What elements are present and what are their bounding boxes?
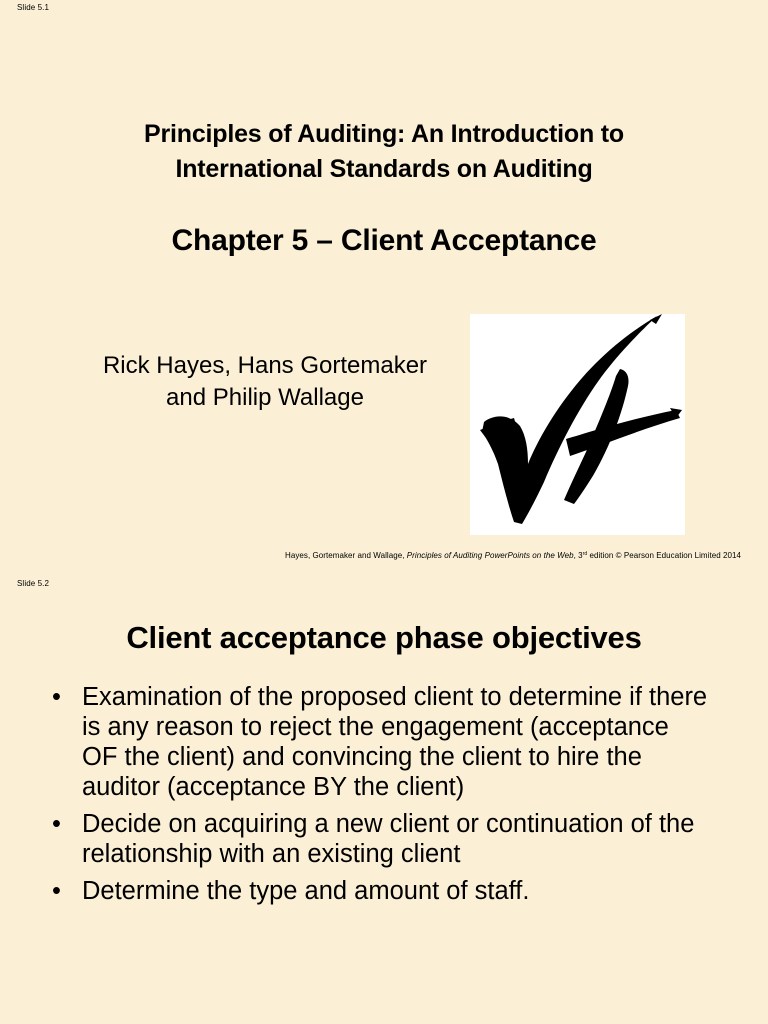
book-title [84, 117, 684, 187]
book-title-line-1: Principles of Auditing: An Introduction to [144, 120, 624, 148]
authors-line-2: and Philip Wallage [166, 384, 364, 411]
authors [60, 350, 470, 414]
bullet-list [50, 682, 710, 913]
slide-number: Slide 5.2 [17, 579, 50, 588]
slide-number: Slide 5.1 [17, 3, 50, 12]
bullet-item [50, 809, 710, 869]
footer-edition-number: , 3 [573, 551, 583, 560]
footer-book-title: Principles of Auditing PowerPoints on the Web [406, 551, 574, 560]
bullet-icon: • [52, 683, 61, 711]
chapter-title: Chapter 5 – Client Acceptance [171, 224, 597, 257]
copyright-footer [285, 551, 741, 560]
bullet-icon: • [52, 877, 61, 905]
book-title-line-2: International Standards on Auditing [175, 155, 593, 183]
bullet-item [50, 682, 710, 802]
checkmark-plus-icon [470, 314, 685, 535]
bullet-text: Examination of the proposed client to determine if there is any reason to reject the engagement (acceptance OF the client) and convincing the client to hire the auditor (acceptance BY the client) [82, 683, 708, 801]
footer-edition-suffix: rd [582, 551, 588, 557]
slide-2 [0, 576, 768, 1024]
bullet-text: Determine the type and amount of staff. [82, 877, 530, 905]
footer-prefix: Hayes, Gortemaker and Wallage, [285, 551, 407, 560]
bullet-icon: • [52, 810, 61, 838]
bullet-text: Decide on acquiring a new client or continuation of the relationship with an existing client [82, 810, 695, 868]
authors-line-1: Rick Hayes, Hans Gortemaker [102, 352, 428, 379]
footer-rest: edition © Pearson Education Limited 2014 [587, 551, 741, 560]
slide-title: Client acceptance phase objectives [126, 620, 642, 655]
bullet-item [50, 876, 710, 906]
